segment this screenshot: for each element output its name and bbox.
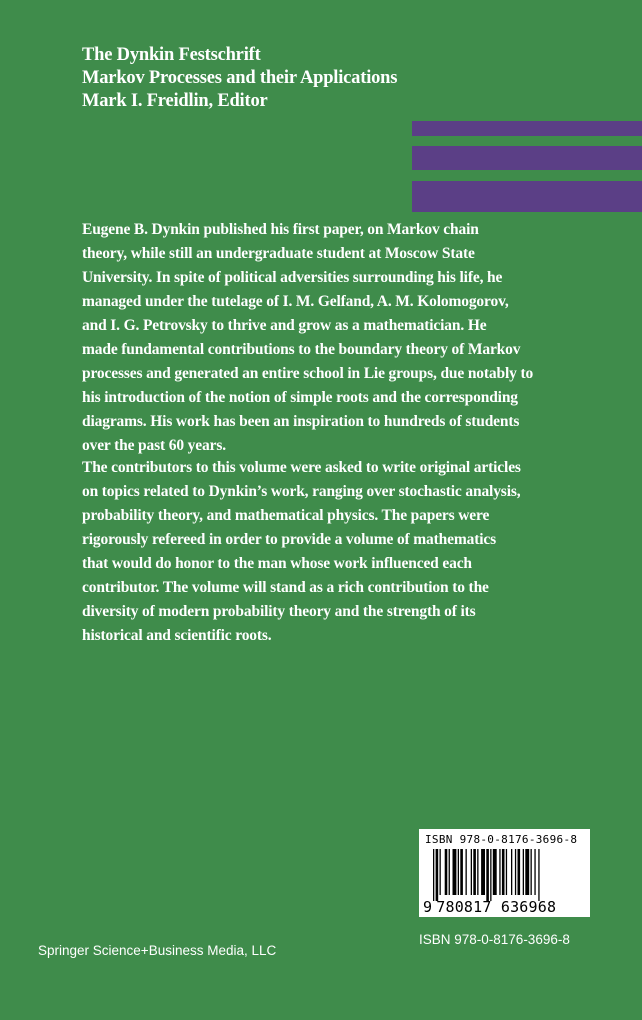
- text-line: and I. G. Petrovsky to thrive and grow as a mathematician. He: [82, 317, 487, 334]
- barcode-bar: [460, 849, 463, 895]
- barcode-isbn-label: ISBN 978-0-8176-3696-8: [425, 833, 578, 846]
- decorative-stripe-middle: [412, 146, 642, 170]
- decorative-stripe-bottom: [412, 181, 642, 212]
- text-line: probability theory, and mathematical physics. The papers were: [82, 507, 490, 524]
- text-line: that would do honor to the man whose work influenced each: [82, 555, 472, 572]
- series-title: The Dynkin Festschrift: [82, 45, 261, 65]
- barcode-bar: [481, 849, 485, 895]
- barcode-lead-digit: 9: [423, 898, 433, 916]
- barcode-bar: [523, 849, 524, 895]
- barcode-digits: [423, 898, 556, 916]
- editor-line: Mark I. Freidlin, Editor: [82, 91, 268, 111]
- barcode-bar: [466, 849, 467, 895]
- barcode-bar: [453, 849, 457, 895]
- description-paragraph-2: [82, 456, 630, 648]
- text-line: University. In spite of political adversities surrounding his life, he: [82, 269, 503, 286]
- barcode-bar: [458, 849, 459, 895]
- barcode-bar: [506, 849, 507, 895]
- barcode-bar: [518, 849, 521, 895]
- barcode-bar: [440, 849, 441, 895]
- barcode-bar: [486, 849, 489, 901]
- barcode-bar: [538, 849, 539, 901]
- text-line: his introduction of the notion of simple roots and the corresponding: [82, 389, 518, 406]
- barcode-bars: [433, 849, 584, 901]
- book-title: Markov Processes and their Applications: [82, 68, 398, 88]
- description-paragraph-1: [82, 218, 630, 458]
- barcode-number: 780817 636968: [436, 898, 557, 916]
- text-line: Eugene B. Dynkin published his first paper, on Markov chain: [82, 221, 479, 238]
- text-line: over the past 60 years.: [82, 437, 226, 454]
- barcode-bar: [531, 849, 532, 895]
- barcode-bar: [473, 849, 476, 895]
- barcode: [419, 829, 590, 917]
- barcode-bar: [499, 849, 500, 895]
- barcode-bar: [511, 849, 512, 895]
- text-line: rigorously refereed in order to provide a volume of mathematics: [82, 531, 497, 548]
- text-line: historical and scientific roots.: [82, 627, 272, 644]
- barcode-bar: [515, 849, 516, 895]
- barcode-bar: [525, 849, 529, 895]
- barcode-bar: [449, 849, 450, 895]
- title-block: [82, 44, 582, 113]
- barcode-bar: [436, 849, 439, 901]
- barcode-bar: [493, 849, 497, 895]
- barcode-bar: [445, 849, 448, 895]
- text-line: diagrams. His work has been an inspiration to hundreds of students: [82, 413, 520, 430]
- decorative-stripe-top: [412, 121, 642, 136]
- text-line: contributor. The volume will stand as a rich contribution to the: [82, 579, 489, 596]
- barcode-bar: [534, 849, 535, 895]
- text-line: managed under the tutelage of I. M. Gelfand, A. M. Kolomogorov,: [82, 293, 509, 310]
- barcode-bar: [477, 849, 478, 895]
- text-line: processes and generated an entire school in Lie groups, due notably to: [82, 365, 534, 382]
- barcode-bar: [433, 849, 434, 901]
- text-line: theory, while still an undergraduate student at Moscow State: [82, 245, 475, 262]
- barcode-bar: [502, 849, 505, 895]
- text-line: on topics related to Dynkin’s work, ranging over stochastic analysis,: [82, 483, 521, 500]
- text-line: diversity of modern probability theory and the strength of its: [82, 603, 476, 620]
- barcode-bar: [490, 849, 491, 901]
- text-line: made fundamental contributions to the boundary theory of Markov: [82, 341, 521, 358]
- publisher-name: Springer Science+Business Media, LLC: [38, 943, 277, 958]
- isbn-text: ISBN 978-0-8176-3696-8: [419, 932, 570, 947]
- barcode-bar: [471, 849, 472, 895]
- text-line: The contributors to this volume were asked to write original articles: [82, 459, 521, 476]
